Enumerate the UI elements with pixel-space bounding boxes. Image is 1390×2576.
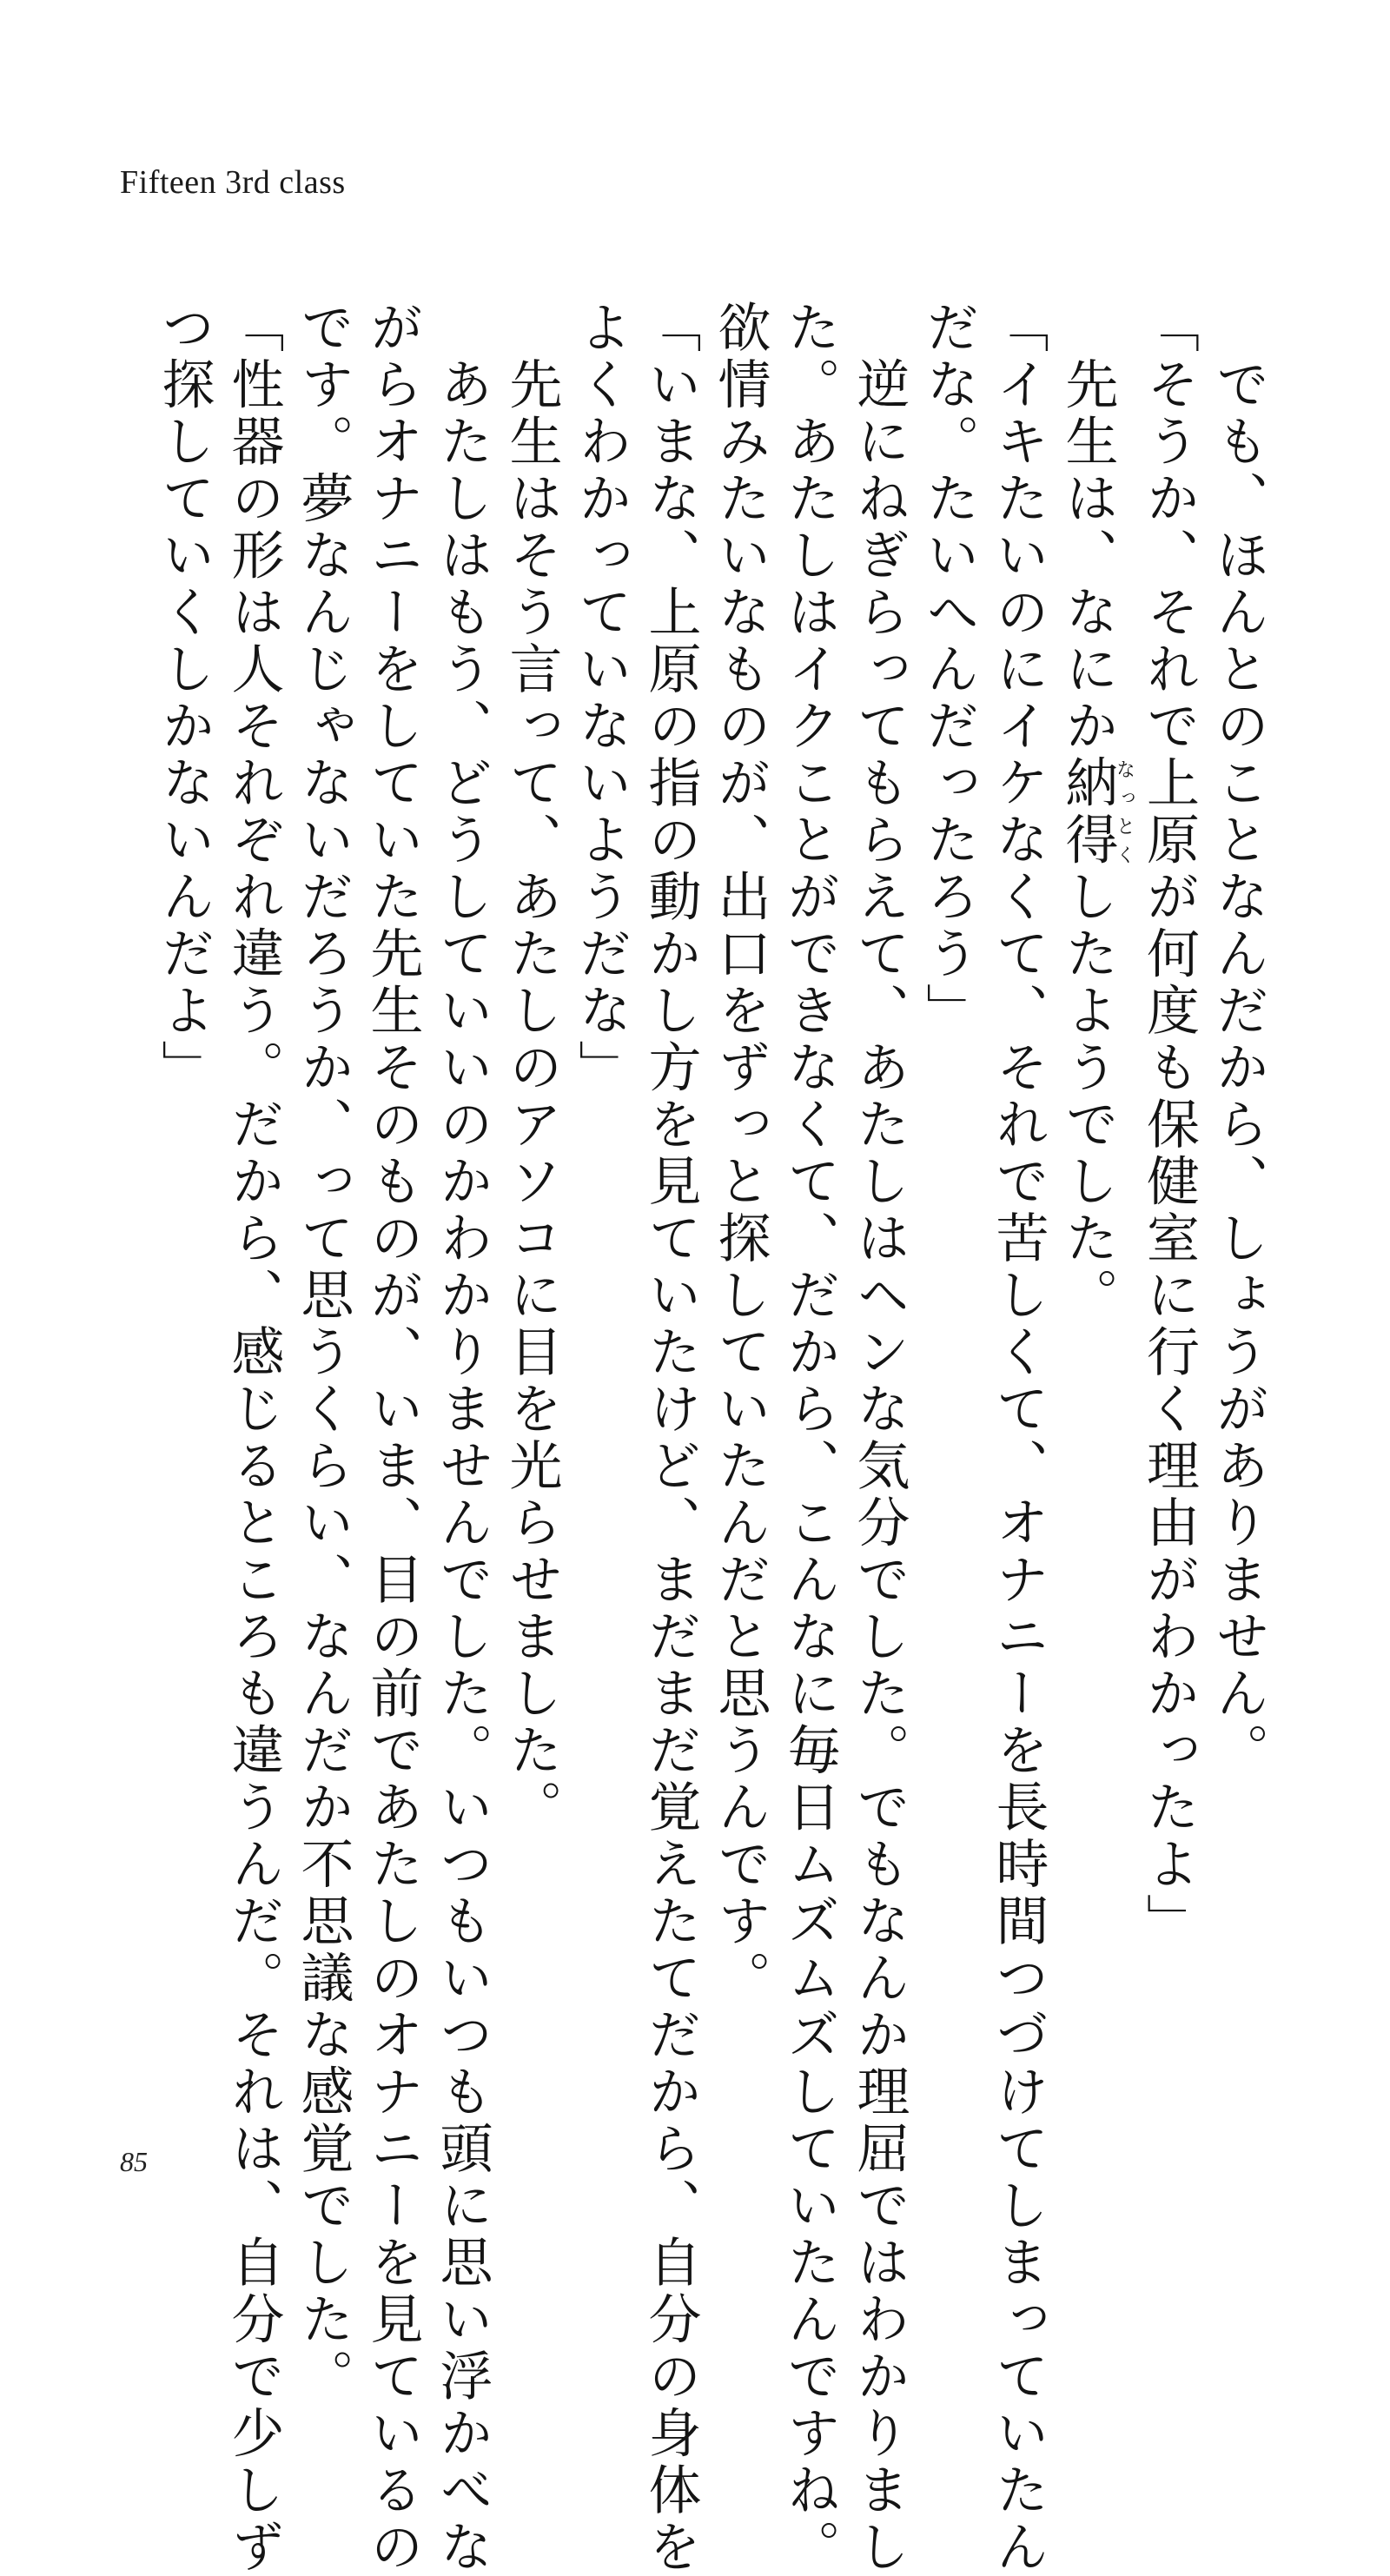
text-line: 逆にねぎらってもらえて、あたしはヘンな気分でした。でもなんか理屈ではわかりまし (848, 300, 910, 2576)
text-line: あたしはもう、どうしていいのかわかりませんでした。いつもいつも頭に思い浮かべな (431, 300, 493, 2576)
page-number: 85 (120, 2146, 148, 2177)
text-line: 欲情みたいなものが、出口をずっと探していたんだと思うんです。 (709, 300, 771, 2007)
text-line: がらオナニーをしていた先生そのものが、いま、目の前であたしのオナニーを見ているの (361, 300, 424, 2576)
text-line: 「イキたいのにイケなくて、それで苦しくて、オナニーを長時間つづけてしまっていたん (987, 300, 1049, 2576)
text-line: た。あたしはイクことができなくて、だから、こんなに毎日ムズムズしていたんですね。 (778, 300, 841, 2576)
running-title: Fifteen 3rd class (120, 164, 346, 201)
text-line: 「いまな、上原の指の動かし方を見ていたけど、まだまだ覚えたてだから、自分の身体を (639, 300, 702, 2576)
text-line: 「そうか、それで上原が何度も保健室に行く理由がわかったよ」 (1138, 300, 1200, 1950)
text-line: 先生はそう言って、あたしのアソコに目を光らせました。 (500, 300, 563, 1837)
text-line: だな。たいへんだったろう」 (917, 300, 980, 1040)
text-segment: したようでした。 (1056, 869, 1119, 1324)
ruby-base: 納得 (1056, 755, 1119, 869)
text-line: つ探していくしかないんだよ」 (153, 300, 215, 1096)
text-line-with-ruby (1053, 300, 1135, 2081)
ruby-word (1056, 755, 1135, 869)
text-line: でも、ほんとのことなんだから、しょうがありません。 (1208, 300, 1269, 1779)
text-line: 「性器の形は人それぞれ違う。だから、感じるところも違うんだ。それは、自分で少しず (222, 300, 285, 2576)
text-line: よくわかっていないようだな」 (570, 300, 632, 1096)
text-line: です。夢なんじゃないだろうか、って思うくらい、なんだか不思議な感覚でした。 (292, 300, 354, 2406)
ruby-reading: なっとく (1113, 755, 1135, 869)
text-segment: 先生は、なにか (1056, 300, 1119, 755)
